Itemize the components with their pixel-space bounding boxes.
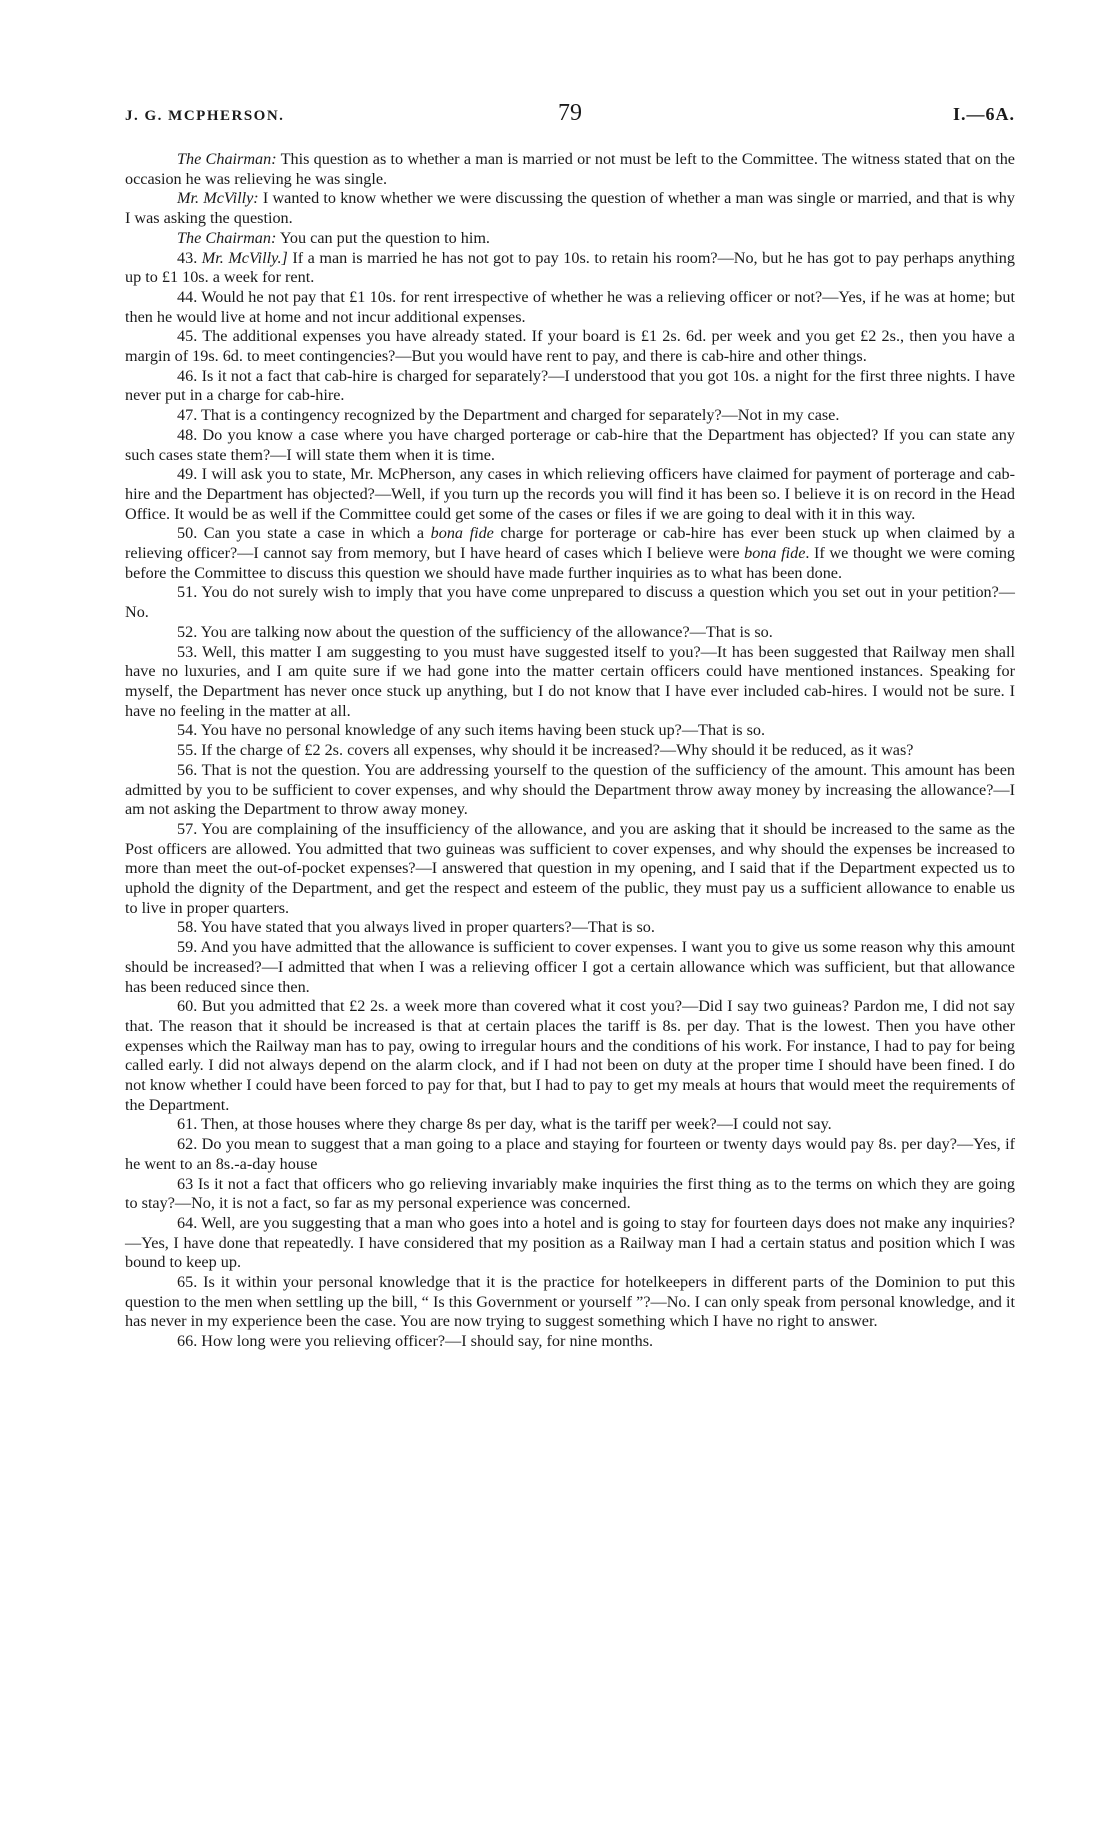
- question-number: 48.: [177, 425, 198, 444]
- paragraph-text: The additional expenses you have already stated. If your board is £1 2s. 6d. per week and you get £2 2s., then you have a margin of 19s. 6d. to meet contingencies?—But you would have rent to pay, and there is cab-hire and other things.: [125, 327, 1015, 366]
- transcript-paragraph: [125, 288, 1015, 327]
- question-number: 59.: [177, 938, 198, 957]
- paragraph-text: But you admitted that £2 2s. a week more than covered what it cost you?—Did I say two guineas? Pardon me, I did not say that. The reason that it should be increased is that at certain places the tariff is 8s. per day. That is the lowest. Then you have other expenses which the Railway man has to pay, owing to irregular hours and the conditions of his work. For instance, I had to pay for being called early. I did not always depend on the alarm clock, and if I had not been on duty at the proper time I should have been fined. I do not know whether I could have been forced to pay for that, but I had to pay to get my meals at hours that would meet the requirements of the Department.: [125, 997, 1016, 1114]
- question-number: 52.: [177, 622, 198, 641]
- transcript-paragraph: [125, 465, 1015, 524]
- paragraph-text: Do you mean to suggest that a man going to a place and staying for fourteen or twenty days would pay 8s. per day?—Yes, if he went to an 8s.-a-day house: [125, 1135, 1015, 1173]
- paragraph-text: Do you know a case where you have charged porterage or cab-hire that the Department has objected? If you can state any such cases state them?—I will state them when it is time.: [125, 425, 1015, 464]
- speaker-label: The Chairman:: [177, 150, 277, 168]
- speaker-label: Mr. McVilly.]: [201, 248, 288, 267]
- paragraph-text: Would he not pay that £1 10s. for rent irrespective of whether he was a relieving officer or not?—Yes, if he was at home; but then he would live at home and not incur additional expenses.: [125, 287, 1015, 326]
- transcript-paragraph: [125, 643, 1015, 722]
- question-number: 63: [177, 1174, 194, 1193]
- paragraph-text: Is it not a fact that officers who go relieving invariably make inquiries the first thing as to the terms on which they are going to stay?—No, it is not a fact, so far as my personal experience was concerned.: [125, 1174, 1015, 1213]
- paragraph-text: Is it within your personal knowledge that it is the practice for hotelkeepers in different parts of the Dominion to put this question to the men when settling up the bill, “ Is this Government or yourself ”?—No. I can only speak from personal knowledge, and it has never in my experience been the case. You are now trying to suggest something which I have no right to answer.: [125, 1273, 1016, 1331]
- question-number: 43.: [177, 248, 198, 267]
- question-number: 62.: [177, 1135, 198, 1154]
- transcript-body: [125, 150, 1015, 1352]
- transcript-paragraph: [125, 249, 1015, 288]
- paragraph-text: You are complaining of the insufficiency of the allowance, and you are asking that it should be increased to the same as the Post officers are allowed. You admitted that two guineas was sufficient to cover expenses, and why should the expenses be increased to more than meet the out-of-pocket expenses?—I answered that question in my opening, and I said that if the Department expected us to uphold the dignity of the Department, and get the respect and esteem of the public, they must pay us a sufficient allowance to enable us to live in proper quarters.: [125, 819, 1015, 917]
- transcript-paragraph: [125, 741, 1015, 761]
- paragraph-text: I wanted to know whether we were discussing the question of whether a man was single or married, and that is why I was asking the question.: [125, 189, 1015, 228]
- paragraph-text: That is a contingency recognized by the Department and charged for separately?—Not in my case.: [201, 406, 840, 425]
- transcript-paragraph: [125, 150, 1015, 189]
- paragraph-text: Well, are you suggesting that a man who goes into a hotel and is going to stay for fourteen days does not make any inquiries?—Yes, I have done that repeatedly. I have considered that my position as a Railway man I had a certain status and position which I was bound to keep up.: [125, 1213, 1015, 1272]
- question-number: 51.: [177, 583, 198, 602]
- transcript-paragraph: [125, 918, 1015, 938]
- paragraph-text: That is not the question. You are addressing yourself to the question of the sufficiency of the amount. This amount has been admitted by you to be sufficient to cover expenses, and why should the Department throw away money by increasing the allowance?—I am not asking the Department to throw away money.: [125, 760, 1015, 819]
- paragraph-text: I will ask you to state, Mr. McPherson, any cases in which relieving officers have claimed for payment of porterage and cab-hire and the Department has objected?—Well, if you turn up the records you will find it has been so. I believe it is on record in the Head Office. It would be as well if the Committee could get some of the cases or files if we are going to deal with it in this way.: [125, 465, 1015, 523]
- paragraph-text: And you have admitted that the allowance is sufficient to cover expenses. I want you to give us some reason why this amount should be increased?—I admitted that when I was a relieving officer I got a certain allowance which was sufficient, but that allowance has been reduced since then.: [125, 938, 1015, 996]
- paragraph-text: . If we thought we were coming before the Committee to discuss this question we should have made further inquiries as to what has been done.: [125, 544, 1016, 582]
- question-number: 61.: [177, 1115, 198, 1134]
- question-number: 55.: [177, 741, 198, 760]
- paragraph-text: charge for porterage or cab-hire has ever been stuck up when claimed by a relieving officer?—I cannot say from memory, but I have heard of cases which I believe were: [125, 524, 1015, 563]
- question-number: 45.: [177, 327, 198, 346]
- transcript-paragraph: [125, 1135, 1015, 1174]
- paragraph-text: Is it not a fact that cab-hire is charged for separately?—I understood that you got 10s. a night for the first three nights. I have never put in a charge for cab-hire.: [125, 366, 1016, 405]
- question-number: 49.: [177, 465, 198, 484]
- transcript-paragraph: [125, 1214, 1015, 1273]
- transcript-paragraph: [125, 426, 1015, 465]
- question-number: 53.: [177, 642, 198, 661]
- question-number: 64.: [177, 1213, 198, 1232]
- transcript-paragraph: [125, 761, 1015, 820]
- page-number: 79: [558, 100, 582, 126]
- question-number: 58.: [177, 918, 198, 937]
- paragraph-text: If a man is married he has not got to pay 10s. to retain his room?—No, but he has got to pay perhaps anything up to £1 10s. a week for rent.: [125, 248, 1015, 287]
- transcript-paragraph: [125, 583, 1015, 622]
- speaker-label: Mr. McVilly:: [177, 189, 259, 208]
- transcript-paragraph: [125, 189, 1015, 228]
- question-number: 65.: [177, 1273, 198, 1292]
- running-head-name: J. G. MCPHERSON.: [125, 108, 285, 124]
- transcript-paragraph: [125, 1273, 1015, 1332]
- transcript-paragraph: [125, 367, 1015, 406]
- transcript-paragraph: [125, 1332, 1015, 1352]
- paragraph-text: You do not surely wish to imply that you have come unprepared to discuss a question which you set out in your petition?—No.: [125, 583, 1015, 622]
- italic-phrase: bona fide: [430, 524, 494, 543]
- paragraph-text: You can put the question to him.: [276, 228, 490, 247]
- question-number: 56.: [177, 760, 198, 779]
- transcript-paragraph: [125, 623, 1015, 643]
- paragraph-text: How long were you relieving officer?—I should say, for nine months.: [201, 1332, 654, 1351]
- question-number: 66.: [177, 1332, 198, 1351]
- transcript-paragraph: [125, 1115, 1015, 1135]
- question-number: 54.: [177, 721, 198, 740]
- question-number: 46.: [177, 366, 198, 385]
- transcript-paragraph: [125, 229, 1015, 249]
- paragraph-text: Well, this matter I am suggesting to you must have suggested itself to you?—It has been suggested that Railway men shall have no luxuries, and I am quite sure if we had gone into the matter certain officers could have mentioned instances. Speaking for myself, the Department has never once stuck up anything, but I do not know that I have ever included cab-hires. I would not be sure. I have no feeling in the matter at all.: [125, 642, 1015, 720]
- question-number: 44.: [177, 287, 198, 306]
- paragraph-text: You have stated that you always lived in proper quarters?—That is so.: [200, 918, 655, 937]
- paragraph-text: You are talking now about the question of the sufficiency of the allowance?—That is so.: [200, 622, 773, 641]
- transcript-paragraph: [125, 327, 1015, 366]
- transcript-paragraph: [125, 524, 1015, 583]
- italic-phrase: bona fide: [744, 544, 806, 563]
- transcript-paragraph: [125, 997, 1015, 1115]
- paragraph-text: You have no personal knowledge of any such items having been stuck up?—That is so.: [200, 721, 766, 740]
- paragraph-text: If the charge of £2 2s. covers all expenses, why should it be increased?—Why should it be reduced, as it was?: [201, 741, 914, 760]
- question-number: 57.: [177, 819, 198, 838]
- paragraph-text: Can you state a case in which a: [203, 524, 431, 543]
- document-reference: I.—6A.: [952, 104, 1015, 124]
- question-number: 60.: [177, 997, 198, 1016]
- question-number: 50.: [177, 524, 198, 543]
- question-number: 47.: [177, 406, 198, 425]
- speaker-label: The Chairman:: [177, 228, 277, 247]
- transcript-paragraph: [125, 406, 1015, 426]
- transcript-paragraph: [125, 938, 1015, 997]
- transcript-paragraph: [125, 820, 1015, 919]
- page-header: [125, 100, 1015, 130]
- transcript-paragraph: [125, 1175, 1015, 1214]
- transcript-paragraph: [125, 721, 1015, 741]
- paragraph-text: This question as to whether a man is married or not must be left to the Committee. The witness stated that on the occasion he was relieving he was single.: [125, 150, 1015, 188]
- paragraph-text: Then, at those houses where they charge 8s per day, what is the tariff per week?—I could not say.: [201, 1115, 832, 1134]
